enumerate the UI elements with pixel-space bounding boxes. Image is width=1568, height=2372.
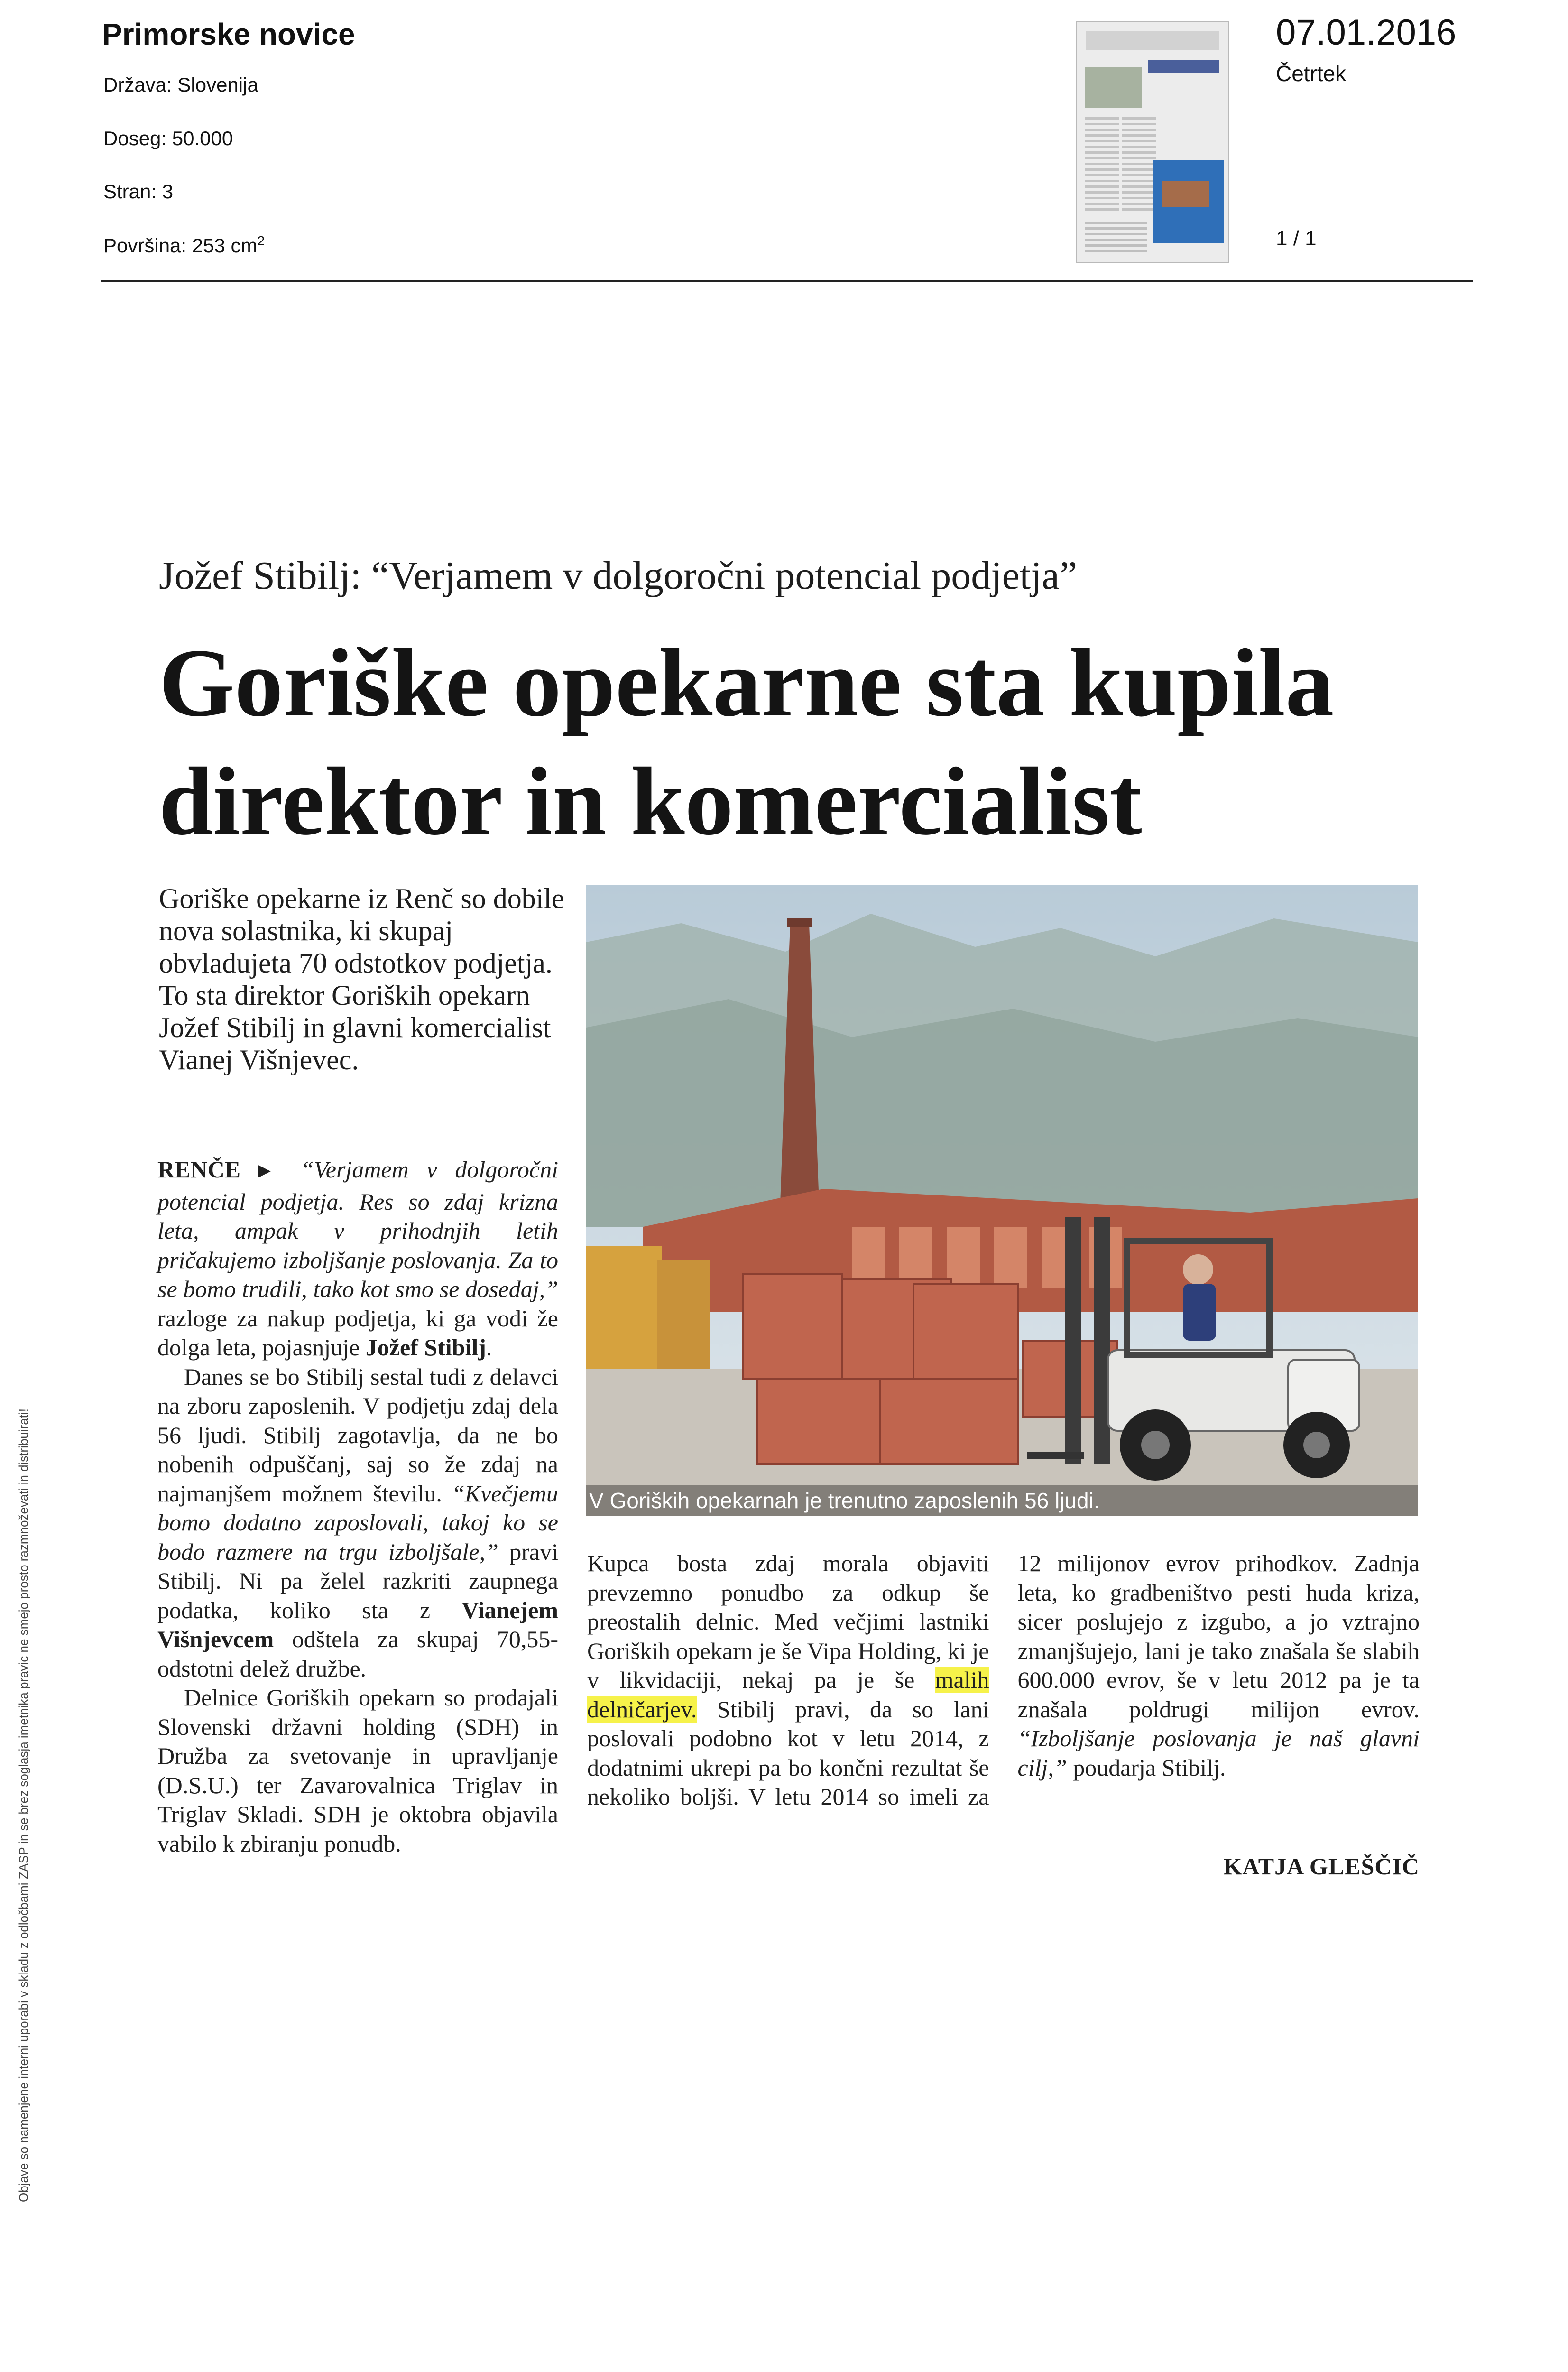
quote-1: “Verjamem v dolgoročni potencial podjetja. Res so zdaj krizna leta, ampak v prihodnjih letih pričakujemo izboljšanje poslovanja. Za to se bomo trudili, tako kot smo se dosedaj,”	[157, 1156, 558, 1302]
paragraph-4-text-b: Stibilj pravi, da so lani poslovali podobno kot v letu 2014, z dodatnimi ukrepi pa bo končni rezultat še nekoliko boljši. V letu 2014 so imeli za 12 milijonov evrov prihodkov. Zadnja leta, ko gradbeništvo pesti huda kriza, sicer poslujejo z izgubo, a jo vztrajno zmanjšujejo, lani je tako znašala še slabih 600.000 evrov, še v letu 2012 pa je ta znašala poldrugi milijon evrov.	[587, 1550, 1420, 1810]
thumbnail-photo	[1085, 67, 1142, 108]
paragraph-2-text-b: pravi Stibilj. Ni pa želel razkriti zaupnega podatka, koliko sta z	[157, 1538, 558, 1623]
thumbnail-column	[1122, 117, 1156, 212]
triangle-right-icon: ▶	[258, 1162, 283, 1179]
paragraph-1-end: .	[486, 1334, 492, 1361]
person-name: Jožef Stibilj	[366, 1334, 486, 1361]
paragraph-3	[157, 1683, 558, 1858]
thumbnail-article-photo	[1162, 181, 1209, 207]
paragraph-2	[157, 1362, 558, 1684]
paragraph-4-text-a: Kupca bosta zdaj morala objaviti prevzemno ponudbo za odkup še preostalih delnic. Med večjimi lastniki Goriških opekarn je še Vipa Holding, ki je v likvidaciji, nekaj pa je še	[587, 1550, 989, 1693]
paragraph-1-text: razloge za nakup podjetja, ki ga vodi že dolga leta, pojasnjuje	[157, 1305, 558, 1361]
dateline: RENČE	[157, 1156, 240, 1183]
page-count: 1 / 1	[1276, 227, 1317, 250]
person-name: Vianejem Višnjevcem	[157, 1597, 558, 1653]
article-headline: Goriške opekarne sta kupila direktor in komercialist	[159, 624, 1439, 861]
meta-page: Stran: 3	[103, 180, 173, 203]
clipping-date: 07.01.2016	[1276, 12, 1456, 53]
paragraph-2-text-c: odštela za skupaj 70,55-odstotni delež družbe.	[157, 1626, 558, 1682]
page-thumbnail[interactable]	[1076, 21, 1229, 263]
article-kicker: Jožef Stibilj: “Verjamem v dolgoročni potencial podjetja”	[159, 553, 1077, 599]
meta-area	[103, 233, 265, 257]
paragraph-4-text-c: poudarja Stibilj.	[1067, 1754, 1226, 1781]
photo-caption: V Goriških opekarnah je trenutno zaposlenih 56 ljudi.	[586, 1485, 1418, 1516]
article-column-1	[157, 1155, 558, 1858]
paragraph-2-text-a: Danes se bo Stibilj sestal tudi z delavci na zboru zaposlenih. V podjetju zdaj dela 56 ljudi. Stibilj zagotavlja, da ne bo nobenih odpuščanj, saj so že zdaj na najmanjšem možnem številu.	[157, 1363, 558, 1507]
thumbnail-title	[1148, 60, 1219, 73]
article-flow-columns-2-3	[587, 1549, 1420, 1829]
thumbnail-column	[1085, 117, 1119, 212]
meta-area-exponent: 2	[257, 233, 265, 248]
header-divider	[101, 280, 1473, 282]
thumbnail-masthead	[1086, 31, 1219, 50]
quote-2: “Kvečjemu bomo dodatno zaposlovali, takoj ko se bodo razmere na trgu izboljšale,”	[157, 1480, 558, 1565]
meta-reach: Doseg: 50.000	[103, 127, 233, 150]
copyright-notice: Objave so namenjene interni uporabi v skladu z odločbami ZASP in se brez soglasja imetnika pravic ne smejo prosto razmnoževati in distribuirati!	[17, 1236, 31, 2372]
paragraph-3-text: Delnice Goriških opekarn so prodajali Slovenski državni holding (SDH) in Družba za svetovanje in upravljanje (D.S.U.) ter Zavarovalnica Triglav in Triglav Skladi. SDH je oktobra objavila vabilo k zbiranju ponudb.	[157, 1684, 558, 1857]
article-lead: Goriške opekarne iz Renč so dobile nova solastnika, ki skupaj obvladujeta 70 odstotkov podjetja. To sta direktor Goriških opekarn Jožef Stibilj in glavni komercialist Vianej Višnjevec.	[159, 882, 567, 1076]
paragraph-4	[587, 1549, 1420, 1829]
byline: KATJA GLEŠČIČ	[1091, 1853, 1420, 1880]
meta-area-label: Površina: 253 cm	[103, 234, 257, 257]
thumbnail-footer	[1085, 222, 1147, 255]
article-photo	[586, 885, 1418, 1516]
meta-country: Država: Slovenija	[103, 74, 258, 96]
highlighted-text: malih delničarjev.	[587, 1667, 989, 1723]
quote-3: “Izboljšanje poslovanja je naš glavni cilj,”	[1018, 1725, 1420, 1781]
clipping-weekday: Četrtek	[1276, 61, 1346, 86]
publication-name: Primorske novice	[102, 17, 355, 52]
photo-forklift-brick-pallets	[586, 885, 1418, 1516]
paragraph-1	[157, 1155, 558, 1362]
